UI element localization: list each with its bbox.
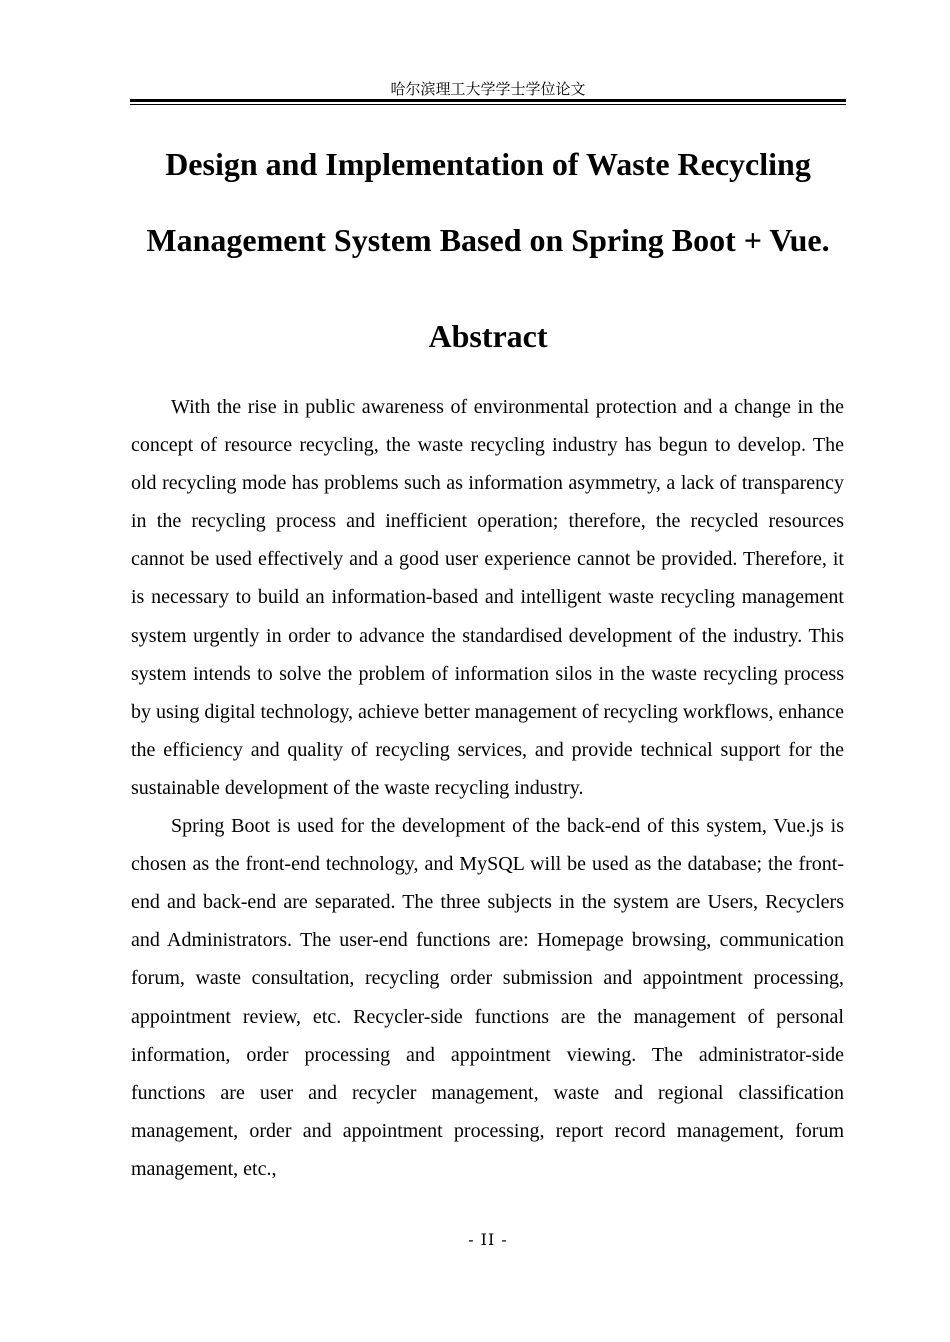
abstract-heading: Abstract	[428, 318, 548, 354]
abstract-paragraph-2: Spring Boot is used for the development of the back-end of this system, Vue.js is chosen as the front-end technology, and MySQL will be used as the database; the front-end and back-end are separated. The three subjects in the system are Users, Recyclers and Administrators. The user-end functions are: Homepage browsing, communication forum, waste consultation, recycling order submission and appointment processing, appointment review, etc. Recycler-side functions are the management of personal information, order processing and appointment viewing. The administrator-side functions are user and recycler management, waste and regional classification management, order and appointment processing, report record management, forum management, etc.,	[131, 815, 844, 1180]
abstract-paragraph-1: With the rise in public awareness of environmental protection and a change in the concept of resource recycling, the waste recycling industry has begun to develop. The old recycling mode has problems such as information asymmetry, a lack of transparency in the recycling process and inefficient operation; therefore, the recycled resources cannot be used effectively and a good user experience cannot be provided. Therefore, it is necessary to build an information-based and intelligent waste recycling management system urgently in order to advance the standardised development of the industry. This system intends to solve the problem of information silos in the waste recycling process by using digital technology, achieve better management of recycling workflows, enhance the efficiency and quality of recycling services, and provide technical support for the sustainable development of the waste recycling industry.	[131, 396, 844, 799]
paper-title-line-2: Management System Based on Spring Boot + Vue.	[146, 222, 830, 258]
header-rule-thin	[130, 104, 846, 105]
page-number: - II -	[468, 1230, 508, 1249]
running-header: 哈尔滨理工大学学士学位论文	[390, 80, 586, 98]
header-rule-thick	[130, 99, 846, 102]
paper-title	[130, 145, 846, 259]
paper-title-line-1: Design and Implementation of Waste Recycling	[165, 146, 811, 182]
abstract-body	[131, 388, 844, 1188]
